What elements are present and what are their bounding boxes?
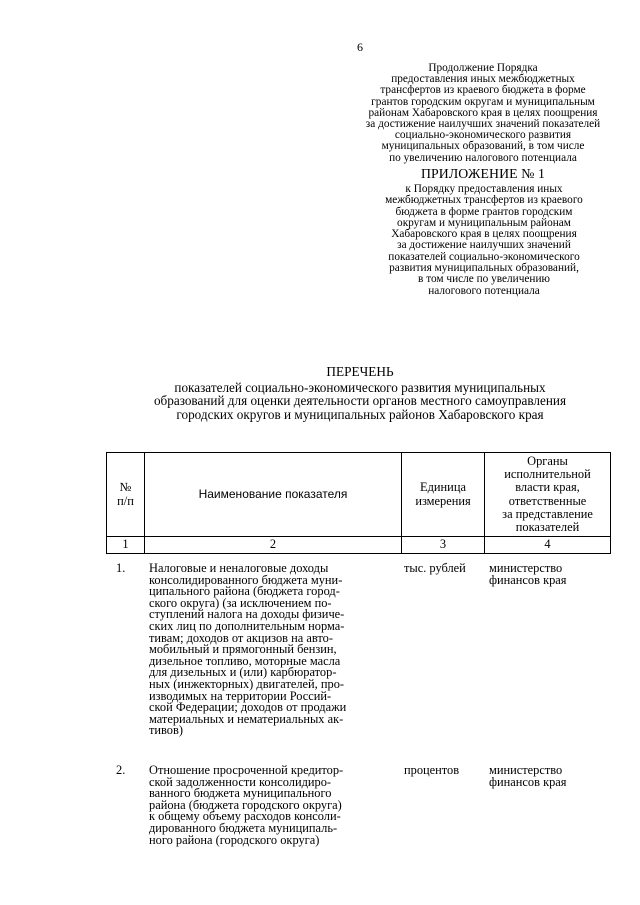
authority-line: министерство	[489, 763, 563, 777]
indicator-name-line: ципального района (бюджета город-	[149, 584, 340, 599]
header-unit	[402, 453, 485, 537]
column-number: 4	[485, 537, 611, 554]
header-num-line: №	[119, 480, 132, 495]
indicator-name	[149, 563, 399, 737]
header-org	[485, 453, 611, 537]
header-line: за достижение наилучших значений показателей	[365, 118, 601, 131]
header-org-line: исполнительной	[504, 466, 591, 481]
header-line: Продолжение Порядка	[428, 62, 538, 74]
indicator-name-line: ванного бюджета муниципального	[149, 786, 332, 801]
indicator-name-line: района (бюджета городского округа)	[149, 797, 342, 812]
table-row	[106, 563, 610, 741]
header-line: социально-экономического развития	[394, 129, 572, 142]
header-unit-line: Единица	[420, 480, 466, 495]
list-subtitle-line: образований для оценки деятельности органов местного самоуправления	[153, 393, 567, 409]
indicator-name-line: изводимых на территории Россий-	[149, 688, 332, 703]
indicator-name-line: дированного бюджета муниципаль-	[149, 820, 338, 835]
header-org-line: ответственные	[508, 493, 587, 508]
indicator-name-line: ных (инжекторных) двигателей, про-	[149, 676, 345, 691]
indicator-name-line: ской задолженности консолидиро-	[149, 774, 332, 789]
indicator-name-line: ного района (городского округа)	[149, 832, 320, 847]
authority-line: финансов края	[489, 774, 567, 789]
row-number: 1.	[116, 561, 126, 575]
appendix-line: межбюджетных трансфертов из краевого	[385, 194, 583, 207]
header-line: грантов городским округам и муниципальным	[371, 95, 595, 108]
appendix-title: ПРИЛОЖЕНИЕ № 1	[420, 166, 546, 181]
header-line: трансфертов из краевого бюджета в форме	[380, 84, 586, 97]
header-org-line: показателей	[515, 520, 580, 535]
responsible-authority	[489, 563, 607, 586]
indicator-name-line: для дизельных и (или) карбюратор-	[149, 665, 337, 680]
appendix-line: к Порядку предоставления иных	[405, 183, 563, 195]
column-number-row	[107, 537, 611, 554]
header-unit-line: измерения	[415, 493, 471, 508]
indicator-name-line: материальных и нематериальных ак-	[149, 711, 344, 726]
header-line: муниципальных образований, в том числе	[381, 140, 585, 153]
column-number: 3	[402, 537, 485, 554]
table-row	[106, 765, 610, 855]
appendix-line: Хабаровского края в целях поощрения	[391, 228, 577, 241]
indicator-name-line: ских лиц по дополнительным норма-	[149, 618, 345, 633]
list-subtitle-line: показателей социально-экономического развития муниципальных	[174, 380, 546, 395]
header-line: по увеличению налогового потенциала	[389, 151, 577, 164]
indicator-name-line: Отношение просроченной кредитор-	[149, 763, 344, 777]
appendix-line: округам и муниципальным районам	[397, 216, 571, 229]
authority-line: финансов края	[489, 572, 567, 587]
authority-line: министерство	[489, 561, 563, 575]
header-line: районам Хабаровского края в целях поощрения	[368, 106, 598, 119]
unit-of-measure: тыс. рублей	[404, 561, 466, 575]
indicator-name-line: консолидированного бюджета муни-	[149, 572, 343, 587]
header-org-line: власти края,	[515, 480, 580, 495]
indicator-name	[149, 765, 399, 846]
unit-of-measure: процентов	[404, 763, 460, 777]
indicator-name-line: дизельное топливо, моторные масла	[149, 653, 341, 668]
row-number: 2.	[116, 763, 126, 777]
header-num	[107, 453, 145, 537]
indicator-name-line: ского округа) (за исключением по-	[149, 595, 332, 610]
page-number: 6	[357, 40, 363, 54]
indicator-name-line: мобильный и прямогонный бензин,	[149, 642, 337, 657]
appendix-line: за достижение наилучших значений	[397, 239, 571, 252]
header-org-line: за представление	[502, 506, 593, 521]
header-num-line: п/п	[117, 493, 134, 508]
appendix-line: бюджета в форме грантов городским	[395, 205, 573, 218]
appendix-line: в том числе по увеличению	[418, 273, 550, 286]
header-name: Наименование показателя	[145, 453, 402, 537]
list-title: ПЕРЕЧЕНЬ	[326, 364, 394, 379]
column-number: 2	[145, 537, 402, 554]
indicator-name-line: ступлений налога на доходы физиче-	[149, 607, 345, 622]
header-row	[107, 453, 611, 537]
responsible-authority	[489, 765, 607, 788]
indicator-name-line: Налоговые и неналоговые доходы	[149, 561, 329, 575]
indicator-name-line: к общему объему расходов консоли-	[149, 809, 341, 824]
column-number: 1	[107, 537, 145, 554]
appendix-subtitle	[370, 184, 598, 297]
indicator-name-line: тивов)	[149, 723, 183, 738]
header-line: предоставления иных межбюджетных	[391, 73, 575, 86]
list-subtitle-line: городских округов и муниципальных районов Хабаровского края	[176, 406, 544, 422]
indicator-name-line: тивам; доходов от акцизов на авто-	[149, 630, 333, 645]
list-subtitle	[128, 381, 592, 421]
header-org-line: Органы	[527, 453, 568, 468]
appendix-line: налогового потенциала	[428, 284, 540, 297]
indicators-table-header	[106, 452, 611, 554]
appendix-line: показателей социально-экономического	[388, 250, 580, 263]
indicator-name-line: ской Федерации; доходов от продажи	[149, 700, 347, 715]
appendix-line: развития муниципальных образований,	[389, 262, 579, 275]
header-continuation	[360, 63, 606, 164]
